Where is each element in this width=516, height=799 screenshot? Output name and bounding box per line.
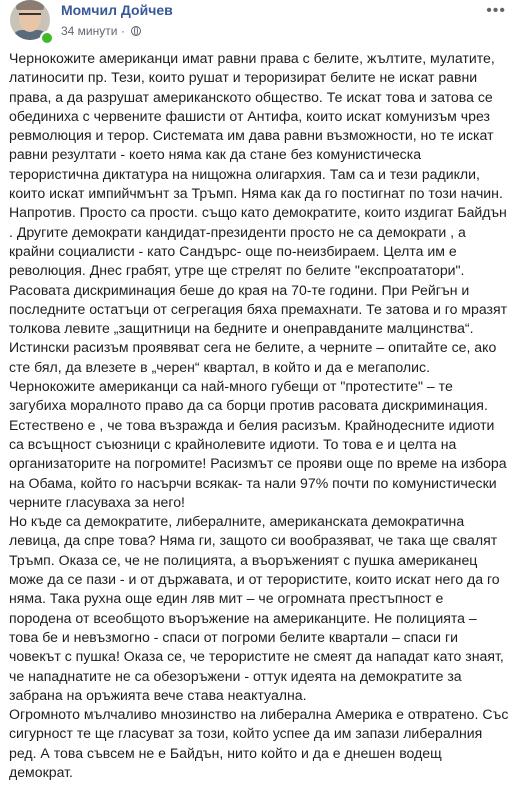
post-header (0, 0, 516, 46)
author-name[interactable]: Момчил Дойчев (61, 2, 173, 18)
public-globe-icon (131, 26, 141, 36)
post-paragraph-3: Но къде са демократите, либералните, американската демократична левица, да спре това? Няма ги, защото си вообразяват, че така ще свалят Тръмп. Оказа се, че не полицията, а въоръженият с пушка американец може да се пази - и от държавата, и от терористите, които искат него да го няма. Така рухна още един ляв мит – че огромната престъпност е породена от всеобщото въоръжение на американците. Не полицията – това бе и невъзмогно - спаси от погроми белите квартали – спаси ги човекът с пушка! Оказа се, че терористите не смеят да нападат като знаят, че нападнатите не са обезоръжени - оттук идеята на демократите за забрана на оръжията вече става неактуална. (9, 513, 504, 703)
avatar-hair (16, 0, 44, 10)
avatar-glasses (19, 13, 41, 21)
post-paragraph-2: Чернокожите американци са най-много губещи от "протестите" – те загубиха моралното право да са борци против расовата дискриминация. Естествено е , че това възражда и белия расизъм. Крайнодесните идиоти са всъщност съюзници с крайнолевите идиоти. То това е и целта на организаторите на погромите! Расизмът се прояви още по време на избора на Обама, който го насърчи всякак- та нали 97% почти по комунистически черните гласуваха за него! (9, 378, 507, 510)
post-timestamp[interactable]: 34 минути (61, 24, 118, 38)
meta-separator: · (120, 24, 125, 38)
post-meta (61, 24, 141, 38)
post-body (9, 49, 509, 782)
post-paragraph-4: Огромното мълчаливо мнозинство на либерална Америка е отвратено. Със сигурност те ще гласуват за този, който успее да им запази либералния ред. А това съвсем не е Байдън, нито който и да е днешен водещ демократ. (9, 706, 509, 780)
post-paragraph-1: Чернокожите американци имат равни права с белите, жълтите, мулатите, латиносити пр. Тези, които рушат и тероризират белите не искат равни права, а да разрушат американското общество. Те искат това и затова се обединиха с червените фашисти от Антифа, които искат комунизъм чрез ревмолюция и терор. Системата им дава равни възможности, но те искат равни резултати - което няма как да стане без комунистическа терористична диктатура на нищожна олигархия. Там са и тези радикли, които искат импийчмънт за Тръмп. Няма как да го постигнат по този начин. Напротив. Просто са прости. също като демократите, които издигат Байдън . Другите демократи кандидат-президенти просто не са демократи , а крайни социалисти - като Сандърс- още по-неизбираем. Целта им е революция. Днес грабят, утре ще стрелят по белите "експроататори". Расовата дискриминация беше до края на 70-те години. При Рейгън и последните остатъци от сегрегация бяха премахнати. Те затова и го мразят толкова левите „защитници на бедните и онеправданите малцинства“. Истински расизъм проявяват сега не белите, а черните – опитайте се, ако сте бял, да влезете в „черен“ квартал, в който и да е мегаполис. (9, 50, 508, 375)
online-status-icon (40, 31, 54, 45)
more-options-icon[interactable]: ••• (486, 2, 506, 19)
